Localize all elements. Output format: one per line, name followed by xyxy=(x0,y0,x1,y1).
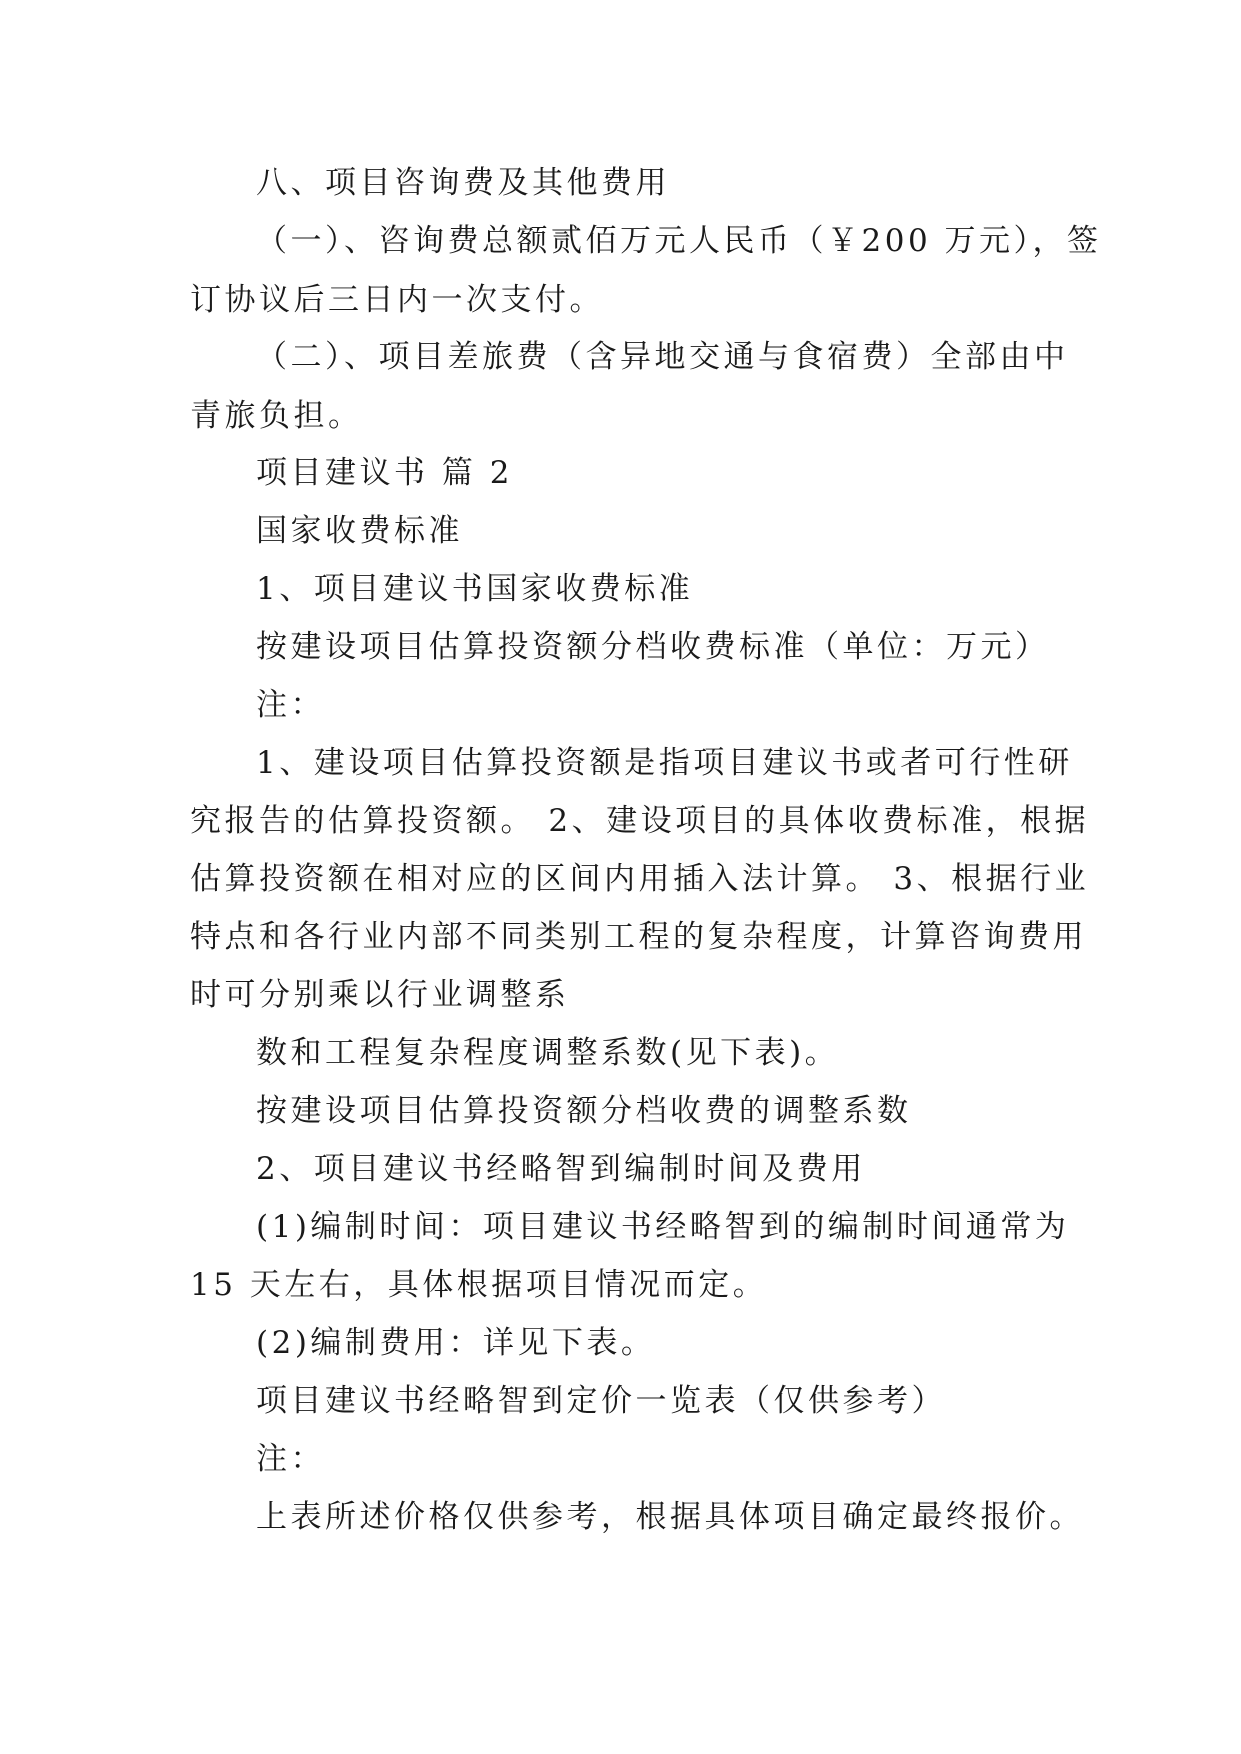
section-heading: 项目建议书 篇 2 xyxy=(256,455,513,491)
paragraph-line: 估算投资额在相对应的区间内用插入法计算。 3、根据行业 xyxy=(190,861,1090,897)
paragraph-line: 1、建设项目估算投资额是指项目建议书或者可行性研 xyxy=(256,745,1073,781)
paragraph-line: 项目建议书经略智到定价一览表（仅供参考） xyxy=(256,1383,946,1419)
paragraph-line: 15 天左右，具体根据项目情况而定。 xyxy=(190,1267,768,1303)
paragraph-line: （一）、咨询费总额贰佰万元人民币（￥200 万元），签 xyxy=(256,223,1102,259)
paragraph-line: 究报告的估算投资额。 2、建设项目的具体收费标准，根据 xyxy=(190,803,1090,839)
paragraph-line: （二）、项目差旅费（含异地交通与食宿费）全部由中 xyxy=(256,339,1069,375)
section-heading: 1、项目建议书国家收费标准 xyxy=(256,571,694,607)
paragraph-line: (1)编制时间：项目建议书经略智到的编制时间通常为 xyxy=(256,1209,1070,1245)
paragraph-line: 按建设项目估算投资额分档收费标准（单位：万元） xyxy=(256,629,1050,665)
paragraph-line: 特点和各行业内部不同类别工程的复杂程度，计算咨询费用 xyxy=(190,919,1087,955)
paragraph-line: 订协议后三日内一次支付。 xyxy=(190,282,604,318)
paragraph-line: 按建设项目估算投资额分档收费的调整系数 xyxy=(256,1093,912,1129)
note-label: 注： xyxy=(256,1441,325,1477)
paragraph-line: 上表所述价格仅供参考，根据具体项目确定最终报价。 xyxy=(256,1499,1084,1535)
section-heading: 2、项目建议书经略智到编制时间及费用 xyxy=(256,1151,866,1187)
paragraph-line: 青旅负担。 xyxy=(190,398,363,434)
paragraph-line: (2)编制费用：详见下表。 xyxy=(256,1325,656,1361)
paragraph-line: 数和工程复杂程度调整系数(见下表)。 xyxy=(256,1035,840,1071)
section-heading: 八、项目咨询费及其他费用 xyxy=(256,165,670,201)
section-heading: 国家收费标准 xyxy=(256,513,463,549)
paragraph-line: 时可分别乘以行业调整系 xyxy=(190,977,570,1013)
note-label: 注： xyxy=(256,687,325,723)
